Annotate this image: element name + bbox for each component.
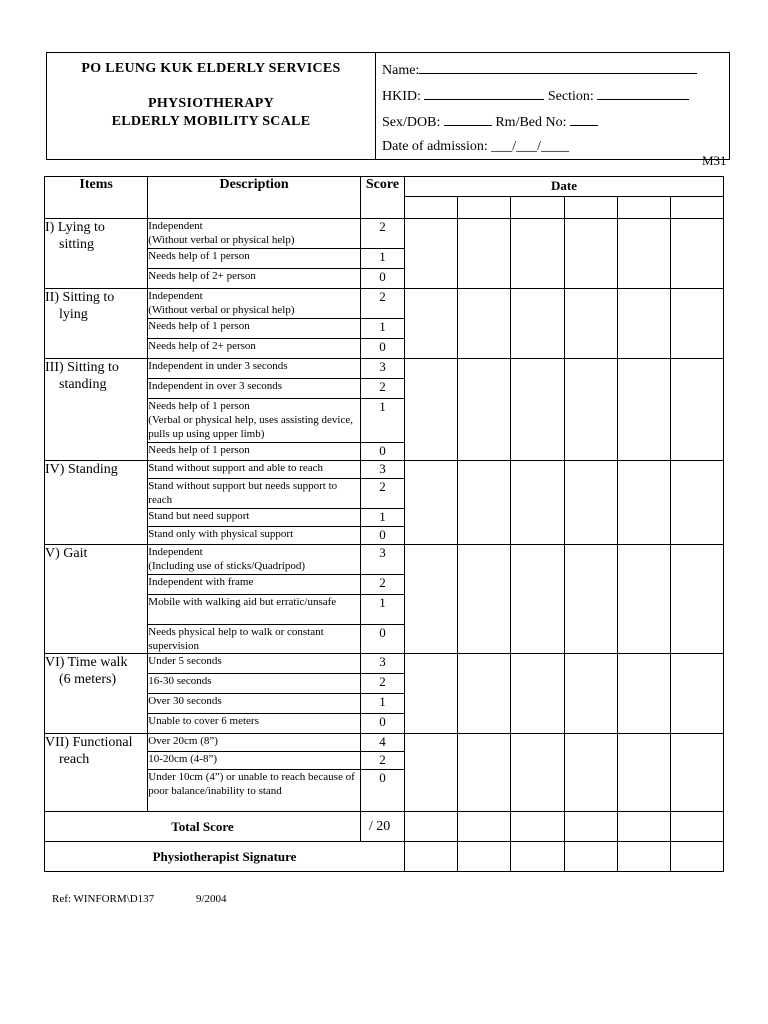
score-entry-cell[interactable] — [617, 545, 670, 654]
criterion-description: Stand but need support — [148, 509, 361, 527]
rm-bed-field[interactable] — [570, 111, 598, 126]
total-entry-cell[interactable] — [511, 812, 564, 842]
date-header: Date — [405, 177, 724, 197]
score-entry-cell[interactable] — [405, 461, 458, 545]
score-entry-cell[interactable] — [670, 654, 723, 734]
criterion-score: 2 — [360, 219, 404, 249]
admission-date-field[interactable]: ___/___/____ — [491, 139, 570, 154]
item-label-line1: VII) Functional — [45, 735, 133, 750]
assessment-table — [44, 176, 724, 872]
criterion-description: Mobile with walking aid but erratic/unsafe — [148, 595, 361, 625]
signature-entry-cell[interactable] — [458, 842, 511, 872]
items-header: Items — [45, 177, 148, 219]
score-entry-cell[interactable] — [458, 359, 511, 461]
form-code: M31 — [702, 153, 727, 168]
organization-name: PO LEUNG KUK ELDERLY SERVICES — [81, 61, 341, 76]
score-entry-cell[interactable] — [617, 654, 670, 734]
table-row — [45, 359, 724, 379]
item-label-line2: reach — [59, 752, 90, 767]
score-entry-cell[interactable] — [564, 734, 617, 812]
signature-entry-cell[interactable] — [670, 842, 723, 872]
score-entry-cell[interactable] — [564, 289, 617, 359]
score-entry-cell[interactable] — [511, 734, 564, 812]
score-entry-cell[interactable] — [617, 734, 670, 812]
signature-entry-cell[interactable] — [564, 842, 617, 872]
total-entry-cell[interactable] — [617, 812, 670, 842]
criterion-score: 2 — [360, 674, 404, 694]
criterion-description: Under 5 seconds — [148, 654, 361, 674]
score-entry-cell[interactable] — [458, 461, 511, 545]
criterion-description: Needs physical help to walk or constant supervision — [148, 625, 361, 654]
section-field[interactable] — [597, 85, 689, 100]
criterion-score: 1 — [360, 694, 404, 714]
admission-label: Date of admission: — [382, 139, 488, 154]
date-cell[interactable] — [458, 197, 511, 219]
criterion-description: 10-20cm (4-8”) — [148, 752, 361, 770]
item-label-line2: standing — [59, 377, 107, 392]
criterion-score: 2 — [360, 575, 404, 595]
criterion-description: Independent (Without verbal or physical help) — [148, 219, 361, 249]
score-entry-cell[interactable] — [405, 359, 458, 461]
score-entry-cell[interactable] — [511, 545, 564, 654]
signature-entry-cell[interactable] — [617, 842, 670, 872]
criterion-score: 3 — [360, 545, 404, 575]
criterion-description: Needs help of 2+ person — [148, 339, 361, 359]
score-entry-cell[interactable] — [670, 545, 723, 654]
date-cell[interactable] — [564, 197, 617, 219]
score-entry-cell[interactable] — [405, 219, 458, 289]
item-label — [45, 359, 148, 461]
score-entry-cell[interactable] — [564, 219, 617, 289]
criterion-score: 0 — [360, 770, 404, 812]
table-row — [45, 219, 724, 249]
item-label-line1: V) Gait — [45, 546, 88, 561]
item-label-line1: IV) Standing — [45, 462, 118, 477]
criterion-description: Stand only with physical support — [148, 527, 361, 545]
criterion-score: 0 — [360, 339, 404, 359]
rm-bed-label: Rm/Bed No: — [495, 115, 567, 130]
form-title — [47, 95, 375, 131]
score-entry-cell[interactable] — [458, 219, 511, 289]
item-label-line1: III) Sitting to — [45, 360, 119, 375]
score-entry-cell[interactable] — [564, 545, 617, 654]
sex-dob-label: Sex/DOB: — [382, 115, 441, 130]
table-row — [45, 289, 724, 319]
criterion-description: Independent with frame — [148, 575, 361, 595]
criterion-description: Independent (Without verbal or physical help) — [148, 289, 361, 319]
total-entry-cell[interactable] — [564, 812, 617, 842]
table-row — [45, 545, 724, 575]
date-cell[interactable] — [670, 197, 723, 219]
item-label-line1: I) Lying to — [45, 220, 105, 235]
description-header: Description — [148, 177, 361, 219]
item-label-line1: VI) Time walk — [45, 655, 128, 670]
form-title-line2: ELDERLY MOBILITY SCALE — [111, 114, 311, 129]
date-cell[interactable] — [511, 197, 564, 219]
name-field[interactable] — [419, 59, 697, 74]
table-row — [45, 461, 724, 479]
criterion-description: Needs help of 1 person — [148, 249, 361, 269]
score-entry-cell[interactable] — [617, 219, 670, 289]
form-title-line1: PHYSIOTHERAPY — [147, 96, 275, 111]
sex-dob-field[interactable] — [444, 111, 492, 126]
criterion-score: 2 — [360, 479, 404, 509]
table-row — [45, 734, 724, 752]
score-entry-cell[interactable] — [617, 359, 670, 461]
total-row — [45, 812, 724, 842]
date-cell[interactable] — [405, 197, 458, 219]
score-entry-cell[interactable] — [511, 654, 564, 734]
name-label: Name: — [382, 63, 420, 78]
score-entry-cell[interactable] — [458, 289, 511, 359]
score-entry-cell[interactable] — [670, 289, 723, 359]
score-entry-cell[interactable] — [670, 461, 723, 545]
criterion-description: Unable to cover 6 meters — [148, 714, 361, 734]
score-entry-cell[interactable] — [458, 734, 511, 812]
criterion-score: 1 — [360, 595, 404, 625]
item-label — [45, 461, 148, 545]
item-label — [45, 219, 148, 289]
criterion-description: Under 10cm (4”) or unable to reach because of poor balance/inability to stand — [148, 770, 361, 812]
signature-entry-cell[interactable] — [511, 842, 564, 872]
score-entry-cell[interactable] — [458, 545, 511, 654]
score-entry-cell[interactable] — [564, 461, 617, 545]
score-entry-cell[interactable] — [511, 359, 564, 461]
criterion-score: 1 — [360, 509, 404, 527]
hkid-label: HKID: — [382, 89, 421, 104]
signature-entry-cell[interactable] — [405, 842, 458, 872]
criterion-score: 2 — [360, 289, 404, 319]
form-header — [46, 52, 730, 160]
score-header: Score — [360, 177, 404, 219]
header-title-block — [47, 53, 376, 159]
score-entry-cell[interactable] — [511, 461, 564, 545]
item-label — [45, 545, 148, 654]
item-label-line2: lying — [59, 307, 88, 322]
score-entry-cell[interactable] — [458, 654, 511, 734]
signature-row — [45, 842, 724, 872]
score-entry-cell[interactable] — [405, 545, 458, 654]
score-entry-cell[interactable] — [564, 654, 617, 734]
criterion-description: Over 20cm (8”) — [148, 734, 361, 752]
criterion-score: 0 — [360, 269, 404, 289]
hkid-field[interactable] — [424, 85, 544, 100]
score-entry-cell[interactable] — [670, 359, 723, 461]
criterion-score: 1 — [360, 319, 404, 339]
criterion-score: 2 — [360, 379, 404, 399]
criterion-description: Needs help of 1 person (Verbal or physical help, uses assisting device, pulls up using upper limb) — [148, 399, 361, 443]
signature-label: Physiotherapist Signature — [45, 842, 405, 872]
patient-info-block — [376, 53, 729, 159]
criterion-description: Needs help of 1 person — [148, 319, 361, 339]
score-entry-cell[interactable] — [511, 219, 564, 289]
criterion-description: Stand without support but needs support to reach — [148, 479, 361, 509]
score-entry-cell[interactable] — [405, 734, 458, 812]
total-score-label: Total Score — [45, 812, 361, 842]
criterion-score: 2 — [360, 752, 404, 770]
criterion-description: Independent (Including use of sticks/Quadripod) — [148, 545, 361, 575]
total-entry-cell[interactable] — [670, 812, 723, 842]
total-entry-cell[interactable] — [458, 812, 511, 842]
criterion-score: 1 — [360, 399, 404, 443]
item-label-line1: II) Sitting to — [45, 290, 115, 305]
criterion-description: Needs help of 1 person — [148, 443, 361, 461]
section-label: Section: — [547, 89, 594, 104]
item-label — [45, 289, 148, 359]
total-entry-cell[interactable] — [405, 812, 458, 842]
criterion-description: Stand without support and able to reach — [148, 461, 361, 479]
criterion-score: 4 — [360, 734, 404, 752]
table-row — [45, 654, 724, 674]
criterion-description: Independent in over 3 seconds — [148, 379, 361, 399]
item-label — [45, 654, 148, 734]
score-entry-cell[interactable] — [670, 734, 723, 812]
score-entry-cell[interactable] — [670, 219, 723, 289]
score-entry-cell[interactable] — [617, 461, 670, 545]
criterion-score: 3 — [360, 461, 404, 479]
form-version-date: 9/2004 — [196, 893, 227, 905]
item-label-line2: sitting — [59, 237, 95, 252]
score-entry-cell[interactable] — [564, 359, 617, 461]
criterion-score: 0 — [360, 443, 404, 461]
criterion-score: 0 — [360, 625, 404, 654]
score-entry-cell[interactable] — [511, 289, 564, 359]
item-label — [45, 734, 148, 812]
criterion-score: 3 — [360, 359, 404, 379]
criterion-score: 3 — [360, 654, 404, 674]
form-reference: Ref: WINFORM\D137 — [52, 893, 155, 905]
criterion-description: Over 30 seconds — [148, 694, 361, 714]
criterion-description: Needs help of 2+ person — [148, 269, 361, 289]
criterion-description: 16-30 seconds — [148, 674, 361, 694]
total-score-max: / 20 — [360, 812, 404, 842]
score-entry-cell[interactable] — [405, 654, 458, 734]
criterion-description: Independent in under 3 seconds — [148, 359, 361, 379]
criterion-score: 0 — [360, 714, 404, 734]
item-label-line2: (6 meters) — [59, 672, 117, 687]
score-entry-cell[interactable] — [617, 289, 670, 359]
criterion-score: 1 — [360, 249, 404, 269]
criterion-score: 0 — [360, 527, 404, 545]
score-entry-cell[interactable] — [405, 289, 458, 359]
date-cell[interactable] — [617, 197, 670, 219]
